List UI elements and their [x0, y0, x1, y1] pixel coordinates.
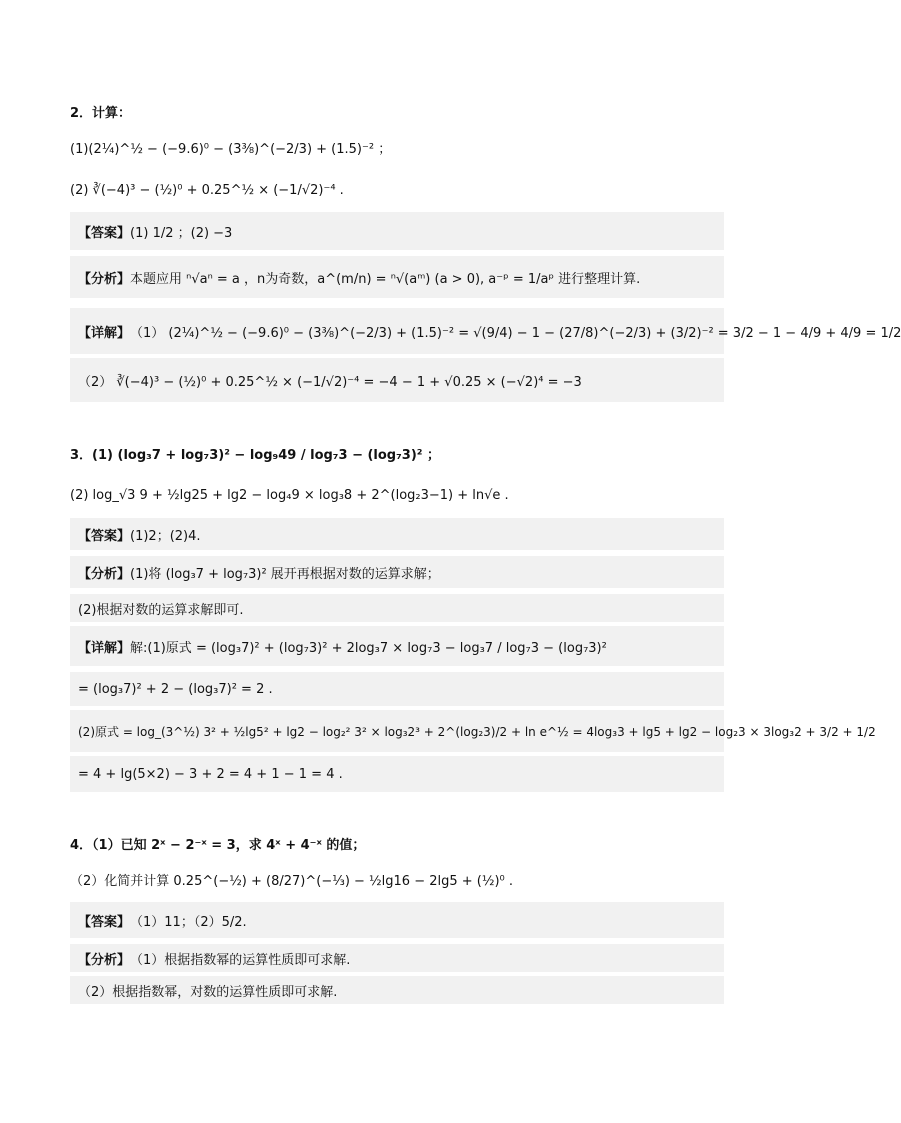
problem-3-part-2: (2) log_√3 9 + ½lg25 + lg2 − log₄9 × log₃8 + 2^(log₂3−1) + ln√e .: [70, 487, 509, 503]
answer-text: (1) 1/2 ；(2) −3: [130, 225, 233, 241]
answer-text: (1)2；(2)4.: [130, 528, 201, 544]
analysis-tag: 【分析】: [78, 952, 131, 968]
problem-3-answer: [70, 518, 724, 550]
answer-text: （1）11；（2）5/2.: [130, 914, 247, 930]
analysis-text: （2）根据指数幂，对数的运算性质即可求解.: [78, 984, 338, 1000]
problem-2-detail-2: [70, 358, 724, 402]
problem-4-analysis-1: [70, 944, 724, 972]
problem-3-detail-4: [70, 756, 724, 792]
problem-3-text: 3．(1) (log₃7 + log₇3)² − log₉49 / log₇3 − (log₇3)² ；: [70, 447, 441, 463]
answer-tag: 【答案】: [78, 914, 131, 930]
problem-2-title: 2．计算：: [70, 105, 132, 121]
problem-3-detail-1: [70, 626, 724, 666]
analysis-text: （1）根据指数幂的运算性质即可求解.: [130, 952, 351, 968]
detail-text: （2） ∛(−4)³ − (½)⁰ + 0.25^½ × (−1/√2)⁻⁴ = −4 − 1 + √0.25 × (−√2)⁴ = −3: [78, 374, 582, 390]
problem-2-detail-1: [70, 308, 901, 354]
problem-3-part-1: [70, 438, 724, 468]
problem-4-text: 4．（1）已知 2ˣ − 2⁻ˣ = 3，求 4ˣ + 4⁻ˣ 的值；: [70, 837, 366, 853]
problem-3-detail-2: [70, 672, 724, 706]
problem-2-analysis: [70, 256, 724, 298]
problem-4-part-1: [70, 830, 724, 856]
detail-text: = 4 + lg(5×2) − 3 + 2 = 4 + 1 − 1 = 4 .: [78, 766, 343, 782]
detail-tag: 【详解】: [78, 325, 131, 341]
problem-4-analysis-2: [70, 976, 724, 1004]
analysis-text: (2)根据对数的运算求解即可.: [78, 602, 244, 618]
problem-2-part-2: (2) ∛(−4)³ − (½)⁰ + 0.25^½ × (−1/√2)⁻⁴ .: [70, 182, 344, 198]
detail-text: (2)原式 = log_(3^½) 3² + ½lg5² + lg2 − log₂² 3² × log₃2³ + 2^(log₂3)/2 + ln e^½ = 4log₃3 + lg5 + lg2 − log₂3 × 3log₃2 + 3/2 + 1/2: [78, 724, 876, 739]
problem-4-answer: [70, 902, 724, 938]
detail-text: = (log₃7)² + 2 − (log₃7)² = 2 .: [78, 681, 273, 697]
detail-tag: 【详解】: [78, 640, 131, 656]
problem-2-answer: [70, 212, 724, 250]
analysis-text: 本题应用 ⁿ√aⁿ = a ，n为奇数，a^(m/n) = ⁿ√(aᵐ) (a > 0), a⁻ᵖ = 1/aᵖ 进行整理计算.: [130, 271, 641, 287]
problem-2-part-1: (1)(2¼)^½ − (−9.6)⁰ − (3⅜)^(−2/3) + (1.5)⁻² ；: [70, 141, 392, 157]
problem-3-analysis-2: [70, 594, 724, 622]
detail-text: 解:(1)原式 = (log₃7)² + (log₇3)² + 2log₃7 × log₇3 − log₃7 / log₇3 − (log₇3)²: [130, 640, 607, 656]
problem-4-part-2: （2）化简并计算 0.25^(−½) + (8/27)^(−⅓) − ½lg16 − 2lg5 + (½)⁰ .: [70, 873, 514, 889]
analysis-text: (1)将 (log₃7 + log₇3)² 展开再根据对数的运算求解；: [130, 566, 440, 582]
analysis-tag: 【分析】: [78, 566, 131, 582]
analysis-tag: 【分析】: [78, 271, 131, 287]
answer-tag: 【答案】: [78, 225, 131, 241]
detail-text: （1） (2¼)^½ − (−9.6)⁰ − (3⅜)^(−2/3) + (1.5)⁻² = √(9/4) − 1 − (27/8)^(−2/3) + (3/2)⁻² = 3/2 − 1 − 4/9 + 4/9 = 1/2: [130, 325, 901, 341]
answer-tag: 【答案】: [78, 528, 131, 544]
problem-3-analysis-1: [70, 556, 724, 588]
problem-3-detail-3: [70, 710, 876, 752]
